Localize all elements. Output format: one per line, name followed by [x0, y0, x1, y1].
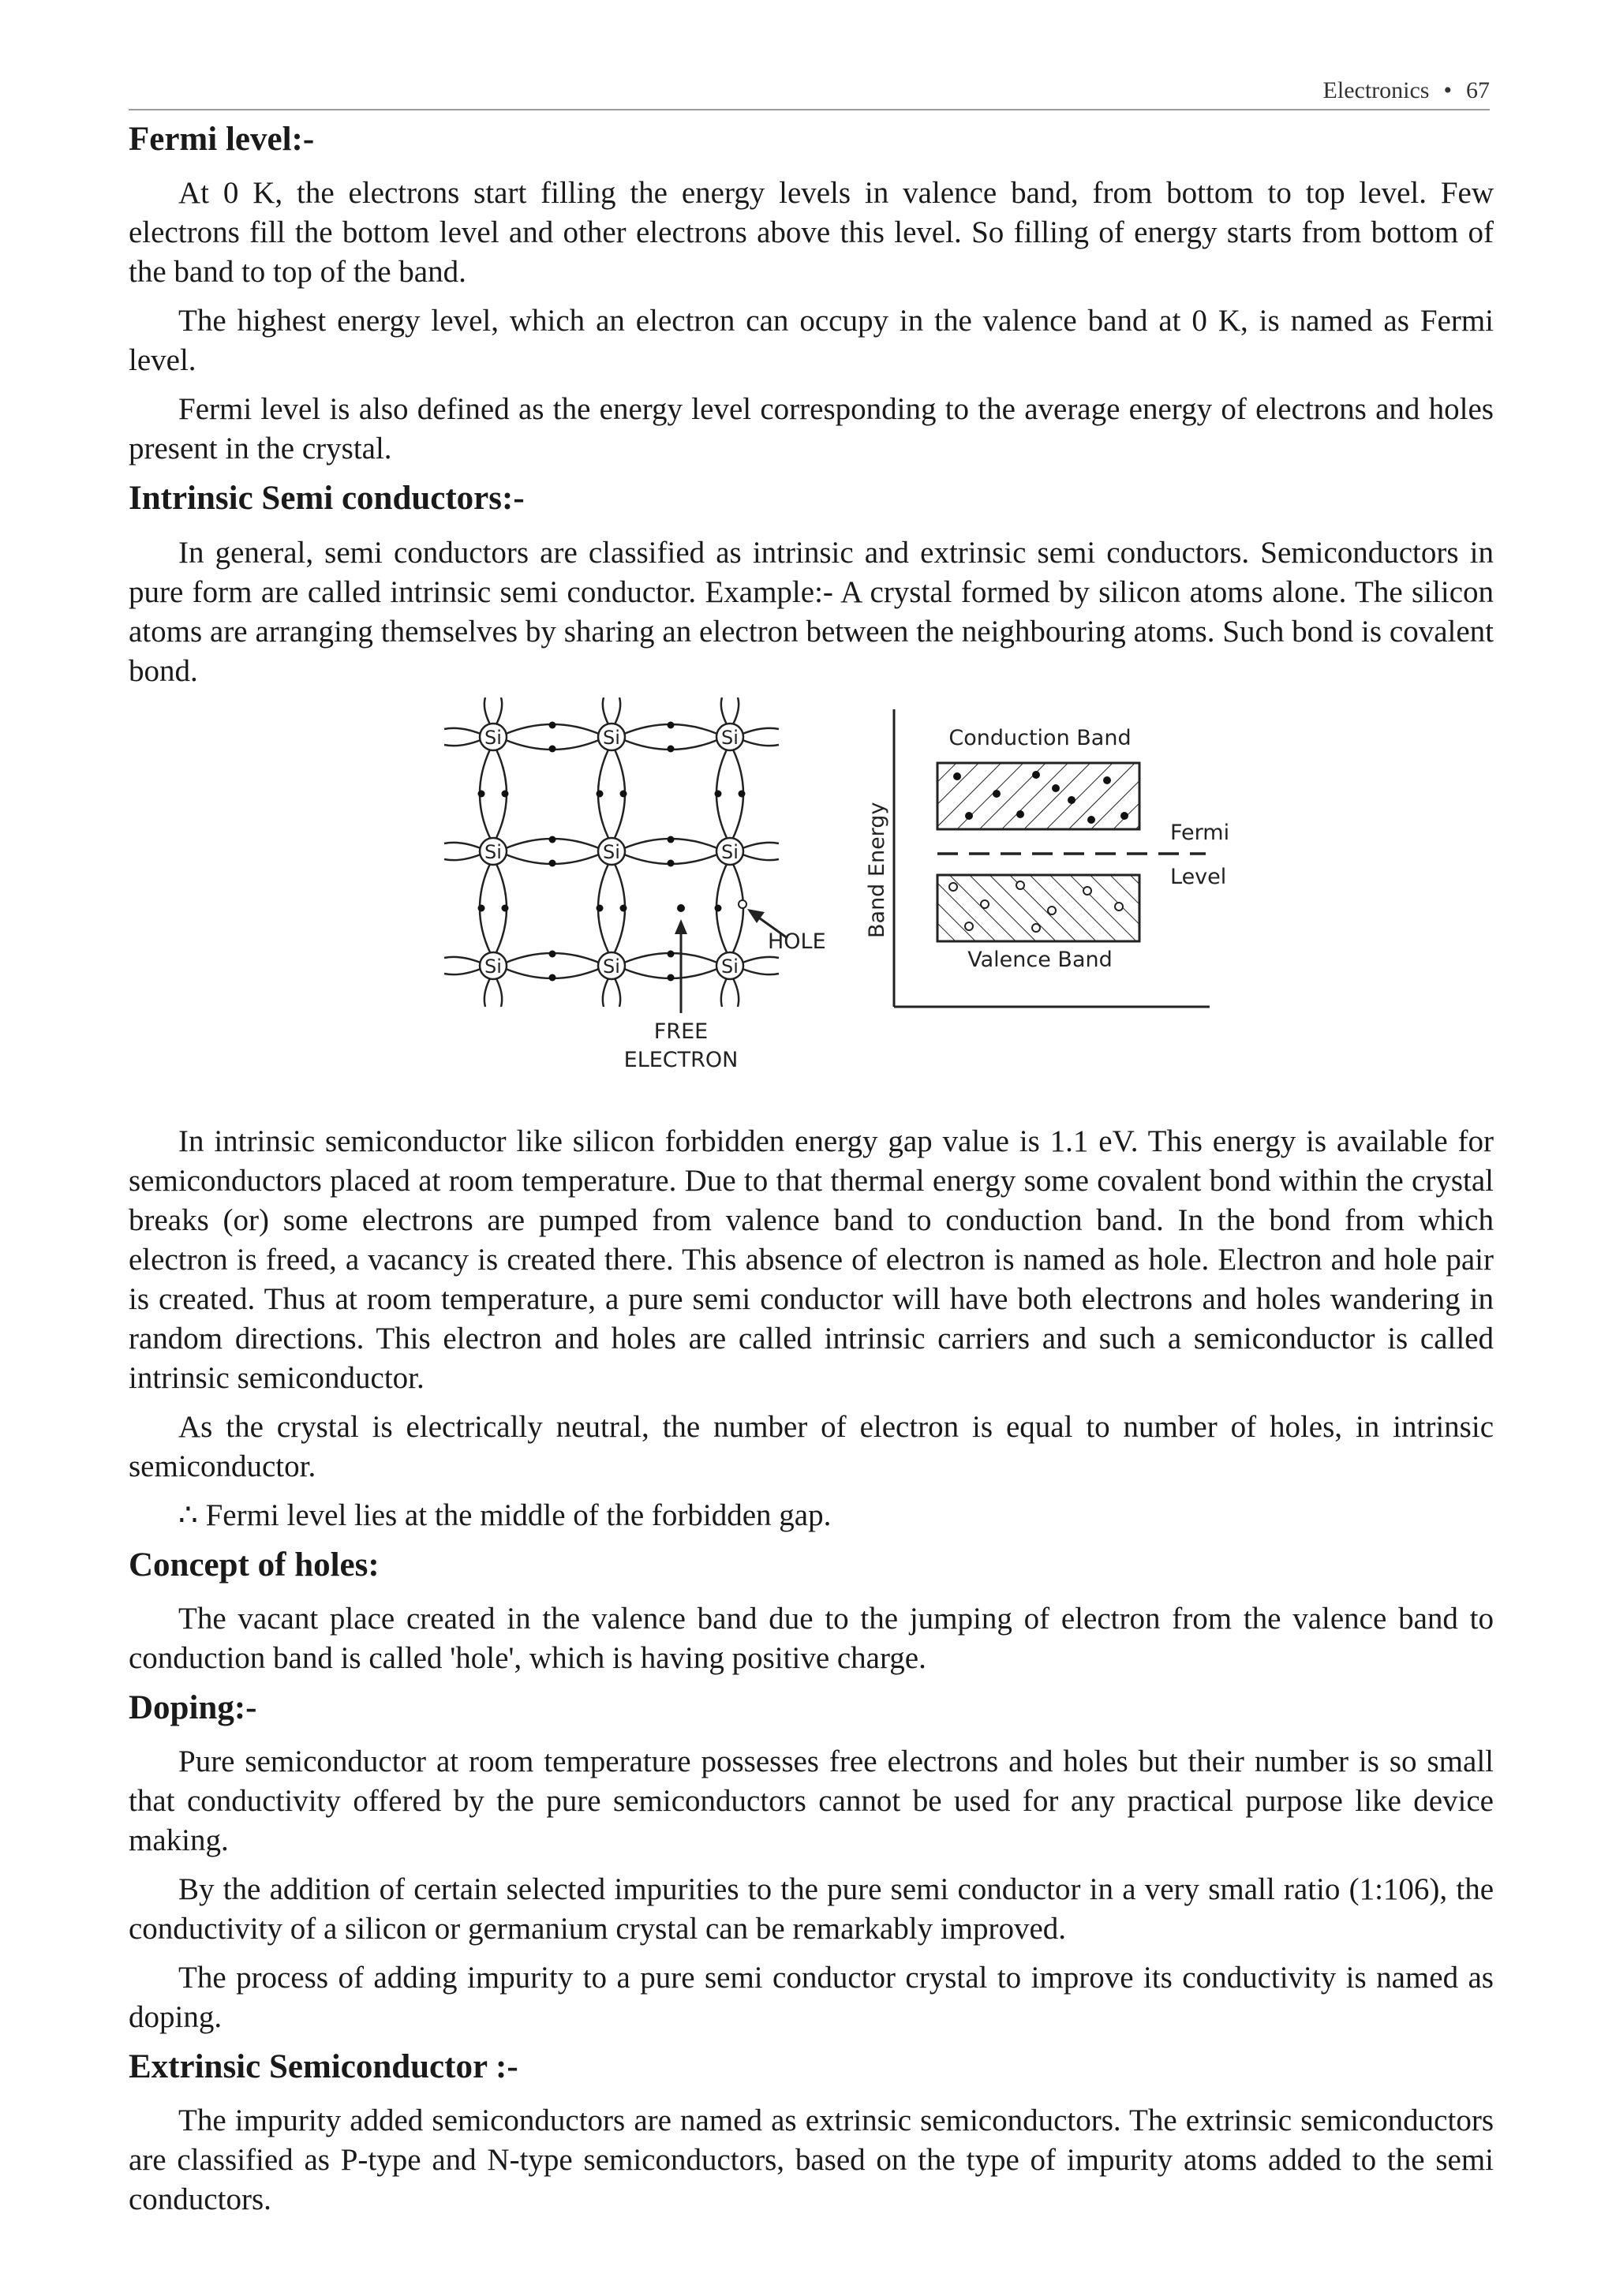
si-atom: [480, 838, 507, 865]
si-atom-label: Si: [484, 726, 502, 749]
free-electron-label-line1: FREE: [653, 1019, 709, 1044]
fermi-label-line1: Fermi: [1170, 820, 1230, 845]
si-atoms: [480, 724, 743, 979]
conclusion-text: Fermi level lies at the middle of the forbidden gap.: [205, 1498, 832, 1532]
paragraph: The vacant place created in the valence band due to the jumping of electron from the valence band to conduction band is called 'hole', which is having positive charge.: [129, 1601, 1494, 1675]
page-content: [129, 118, 1494, 2219]
si-atom-label: Si: [484, 955, 502, 978]
si-atom: [598, 952, 625, 979]
header-section: Electronics: [1322, 77, 1430, 103]
paragraph: In intrinsic semiconductor like silicon forbidden energy gap value is 1.1 eV. This energy is available for semiconductors placed at room temperature. Due to that thermal energy some covalent bond within the crystal breaks (or) some electrons are pumped from valence band to conduction band. In the bond from which electron is freed, a vacancy is created there. This absence of electron is named as hole. Electron and hole pair is created. Thus at room temperature, a pure semi conductor will have both electrons and holes wandering in random directions. This electron and holes are called intrinsic carriers and such a semiconductor is called intrinsic semiconductor.: [129, 1124, 1494, 1395]
si-atom: [598, 724, 625, 750]
paragraph: As the crystal is electrically neutral, the number of electron is equal to number of holes, in intrinsic semiconductor.: [129, 1409, 1494, 1483]
paragraph: At 0 K, the electrons start filling the energy levels in valence band, from bottom to top level. Few electrons fill the bottom level and other electrons above this level. So filling of energy starts from bottom of the band to top of the band.: [129, 176, 1494, 290]
band-diagram: [865, 709, 1229, 1007]
paragraph: The process of adding impurity to a pure semi conductor crystal to improve its conductivity is named as doping.: [129, 1961, 1494, 2035]
fermi-label-line2: Level: [1170, 864, 1227, 889]
si-atom: [716, 838, 743, 865]
conduction-band-label: Conduction Band: [948, 725, 1132, 750]
paragraph: Fermi level is also defined as the energy level corresponding to the average energy of electrons and holes present in the crystal.: [129, 392, 1494, 466]
heading-intrinsic-semiconductors: Intrinsic Semi conductors:-: [129, 480, 525, 518]
paragraph: In general, semi conductors are classified as intrinsic and extrinsic semi conductors. Semiconductors in pure form are called intrinsic semi conductor. Example:- A crystal formed by silicon atoms alone. The silicon atoms are arranging themselves by sharing an electron between the neighbouring atoms. Such bond is covalent bond.: [129, 535, 1494, 688]
paragraph: Pure semiconductor at room temperature possesses free electrons and holes but their number is so small that conductivity offered by the pure semiconductors cannot be used for any practical purpose like device making.: [129, 1744, 1494, 1858]
si-atom-label: Si: [603, 726, 620, 749]
free-electron-arrow-head: [675, 919, 687, 934]
heading-concept-of-holes: Concept of holes:: [129, 1546, 380, 1584]
paragraph: The highest energy level, which an electron can occupy in the valence band at 0 K, is named as Fermi level.: [129, 304, 1494, 378]
therefore-symbol: ∴: [178, 1498, 198, 1532]
si-atom: [480, 724, 507, 750]
heading-doping: Doping:-: [129, 1688, 257, 1726]
hole-label: HOLE: [768, 929, 826, 954]
heading-fermi-level: Fermi level:-: [129, 121, 315, 158]
si-atom: [716, 724, 743, 750]
si-atom: [480, 952, 507, 979]
heading-extrinsic-semiconductor: Extrinsic Semiconductor :-: [129, 2048, 518, 2086]
si-atom-label: Si: [721, 726, 739, 749]
si-atom-label: Si: [603, 955, 620, 978]
paragraph: By the addition of certain selected impurities to the pure semi conductor in a very small ratio (1:106), the conductivity of a silicon or germanium crystal can be remarkably improved.: [129, 1872, 1494, 1946]
free-electron-dot: [677, 904, 685, 912]
page-number: 67: [1466, 77, 1490, 103]
si-atom-label: Si: [721, 840, 739, 863]
paragraph: The impurity added semiconductors are named as extrinsic semiconductors. The extrinsic semiconductors are classified as P-type and N-type semiconductors, based on the type of impurity atoms added to the semi conductors.: [129, 2103, 1494, 2217]
si-atom-label: Si: [721, 955, 739, 978]
hole-annotation: [747, 909, 826, 954]
si-atom: [716, 952, 743, 979]
figure-svg: [129, 697, 1494, 1108]
hole-marker: [739, 900, 746, 908]
valence-band-label: Valence Band: [967, 947, 1113, 972]
free-electron-label-line2: ELECTRON: [623, 1047, 739, 1072]
intrinsic-semiconductor-figure: [129, 697, 1494, 1108]
band-energy-axis-label: Band Energy: [865, 802, 889, 938]
running-header: [129, 77, 1490, 110]
header-separator: •: [1443, 77, 1452, 103]
conclusion-line: [129, 1496, 1494, 1535]
si-atom-label: Si: [484, 840, 502, 863]
si-atom-label: Si: [603, 840, 620, 863]
si-atom: [598, 838, 625, 865]
